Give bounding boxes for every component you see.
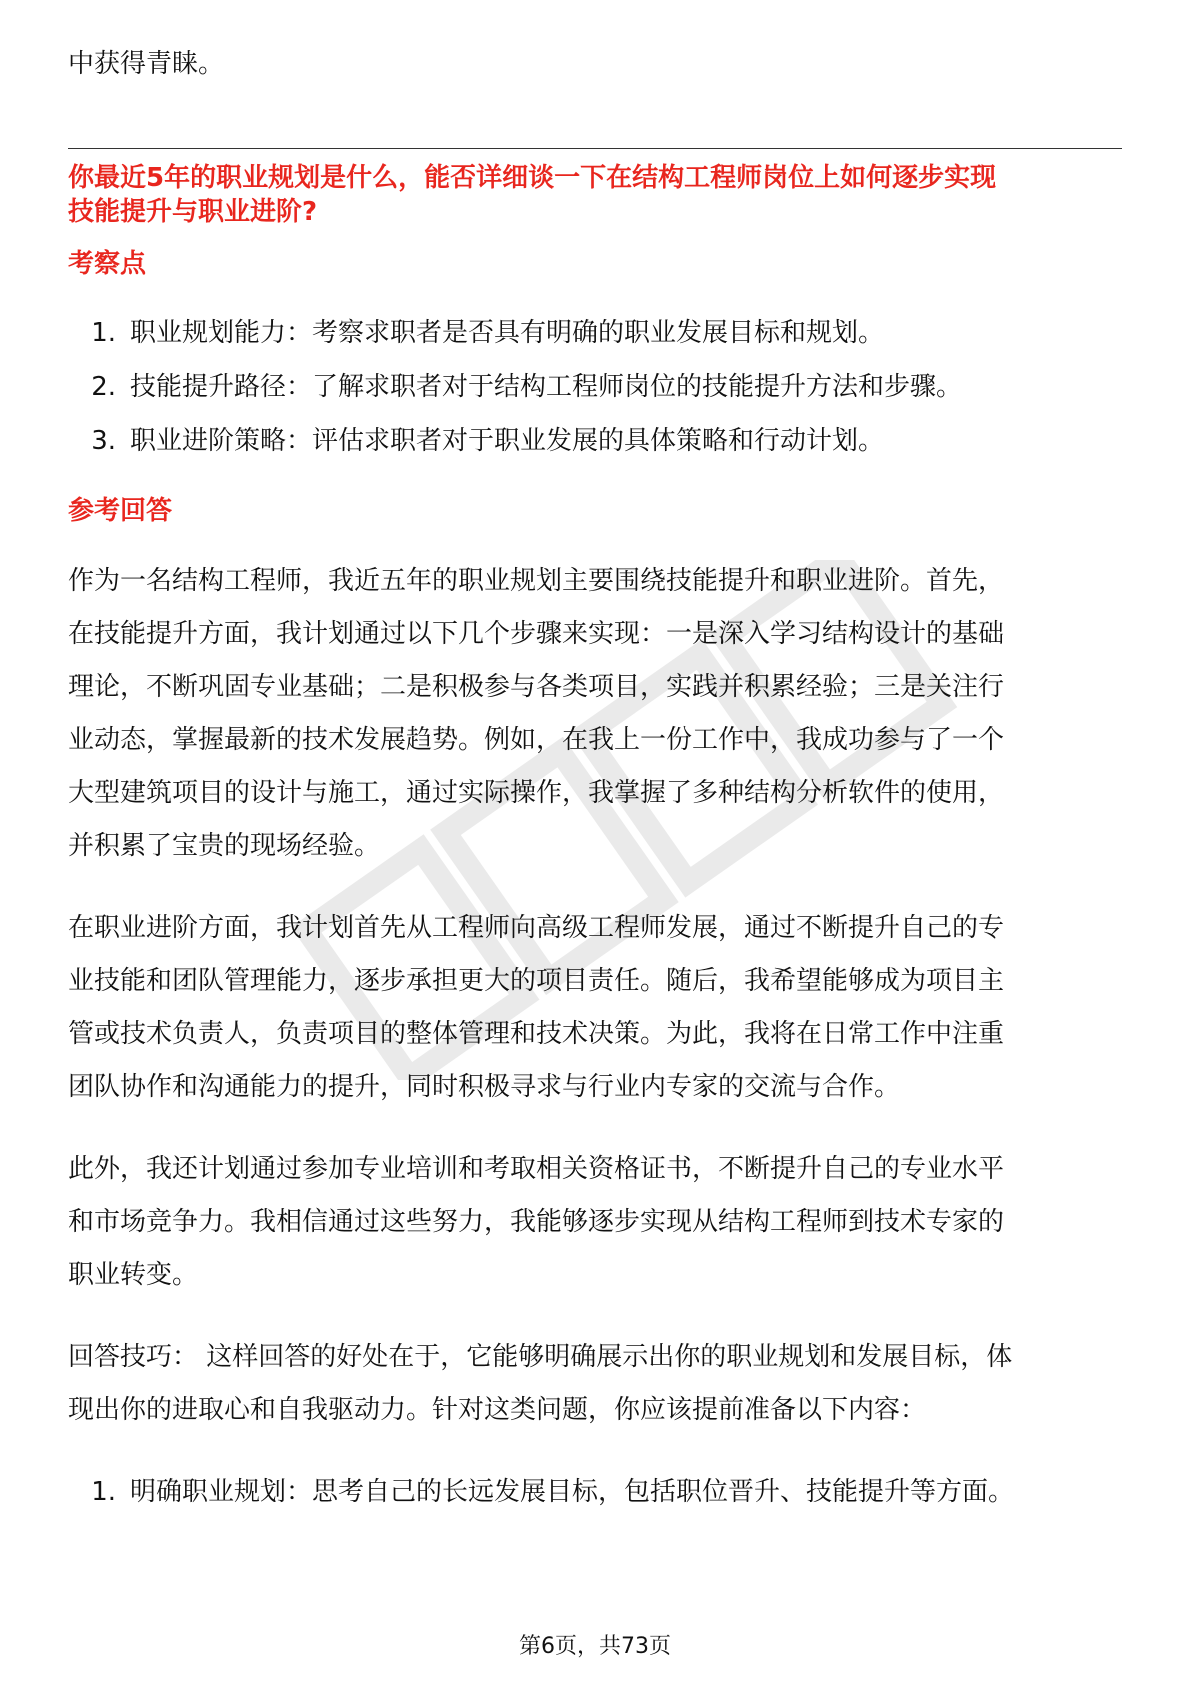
answer-p3-line: 职业转变。 [68,1260,199,1290]
tips-item-1 [68,1472,1014,1512]
answer-p1-line: 业动态，掌握最新的技术发展趋势。例如，在我上一份工作中，我成功参与了一个 [68,725,1005,755]
answer-p1-line: 理论，不断巩固专业基础；二是积极参与各类项目，实践并积累经验；三是关注行 [68,672,1005,702]
list-item-text: 明确职业规划：思考自己的长远发展目标，包括职位晋升、技能提升等方面。 [130,1477,1015,1507]
page-footer: 第6页，共73页 [519,1634,671,1659]
answer-p1-line: 在技能提升方面，我计划通过以下几个步骤来实现：一是深入学习结构设计的基础 [68,619,1005,649]
list-item-text: 职业规划能力：考察求职者是否具有明确的职业发展目标和规划。 [130,318,885,348]
answer-p3-line: 此外，我还计划通过参加专业培训和考取相关资格证书，不断提升自己的专业水平 [68,1154,1005,1184]
list-number: 1. [91,1477,116,1507]
answer-p1-line: 作为一名结构工程师，我近五年的职业规划主要围绕技能提升和职业进阶。首先， [68,566,1005,596]
list-number: 3. [91,426,116,456]
tips-line-2: 现出你的进取心和自我驱动力。针对这类问题，你应该提前准备以下内容： [68,1395,927,1425]
answer-p1-line: 并积累了宝贵的现场经验。 [68,831,381,861]
answer-heading: 参考回答 [68,496,173,526]
section-divider [68,148,1122,149]
list-number: 1. [91,318,116,348]
answer-p1-line: 大型建筑项目的设计与施工，通过实际操作，我掌握了多种结构分析软件的使用， [68,778,1005,808]
examine-heading: 考察点 [68,249,147,279]
answer-p2-line: 团队协作和沟通能力的提升，同时积极寻求与行业内专家的交流与合作。 [68,1072,901,1102]
answer-p2-line: 管或技术负责人，负责项目的整体管理和技术决策。为此，我将在日常工作中注重 [68,1019,1005,1049]
question-line-1: 你最近5年的职业规划是什么，能否详细谈一下在结构工程师岗位上如何逐步实现 [68,163,997,193]
examine-item-3 [68,421,884,461]
examine-item-2 [68,367,962,407]
examine-item-1 [68,313,884,353]
question-line-2: 技能提升与职业进阶? [68,197,318,227]
list-item-text: 职业进阶策略：评估求职者对于职业发展的具体策略和行动计划。 [130,426,885,456]
tips-line-1: 回答技巧： 这样回答的好处在于，它能够明确展示出你的职业规划和发展目标，体 [68,1342,1013,1372]
answer-p2-line: 在职业进阶方面，我计划首先从工程师向高级工程师发展，通过不断提升自己的专 [68,913,1005,943]
list-number: 2. [91,372,116,402]
list-item-text: 技能提升路径：了解求职者对于结构工程师岗位的技能提升方法和步骤。 [130,372,963,402]
answer-p2-line: 业技能和团队管理能力，逐步承担更大的项目责任。随后，我希望能够成为项目主 [68,966,1005,996]
intro-tail-text: 中获得青睐。 [68,49,225,79]
answer-p3-line: 和市场竞争力。我相信通过这些努力，我能够逐步实现从结构工程师到技术专家的 [68,1207,1005,1237]
